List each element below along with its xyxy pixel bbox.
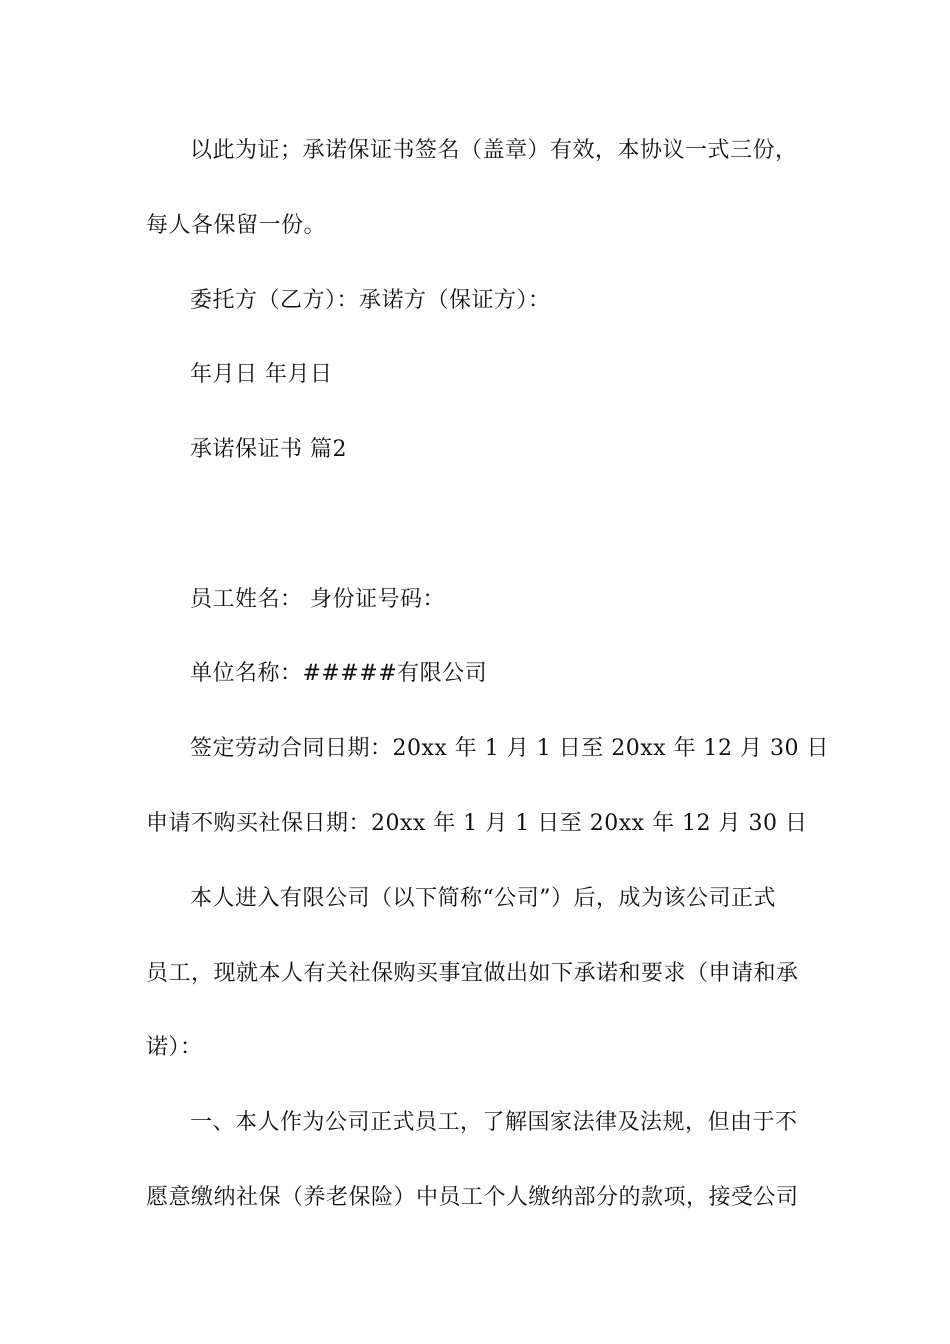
paragraph-line: 员工，现就本人有关社保购买事宜做出如下承诺和要求（申请和承 [146,961,799,986]
paragraph-line: 本人进入有限公司（以下简称“公司”）后，成为该公司正式 [190,886,776,911]
signature-parties-line: 委托方（乙方）：承诺方（保证方）： [190,288,551,313]
paragraph-line: 以此为证；承诺保证书签名（盖章）有效，本协议一式三份， [190,138,798,163]
paragraph-line: 诺）： [146,1035,203,1060]
employee-name-field: 员工姓名： 身份证号码： [190,587,445,612]
paragraph-line: 一、本人作为公司正式员工，了解国家法律及法规，但由于不 [190,1110,798,1135]
signature-date-line: 年月日 年月日 [190,362,333,387]
contract-date-field: 签定劳动合同日期：20xx 年 1 月 1 日至 20xx 年 12 月 30 日 [190,736,830,761]
paragraph-line: 每人各保留一份。 [146,213,327,238]
no-insurance-date-field: 申请不购买社保日期：20xx 年 1 月 1 日至 20xx 年 12 月 30 日 [146,811,808,836]
section-heading: 承诺保证书 篇2 [190,437,347,462]
paragraph-line: 愿意缴纳社保（养老保险）中员工个人缴纳部分的款项，接受公司 [146,1185,799,1210]
company-name-field: 单位名称：#####有限公司 [190,661,488,686]
